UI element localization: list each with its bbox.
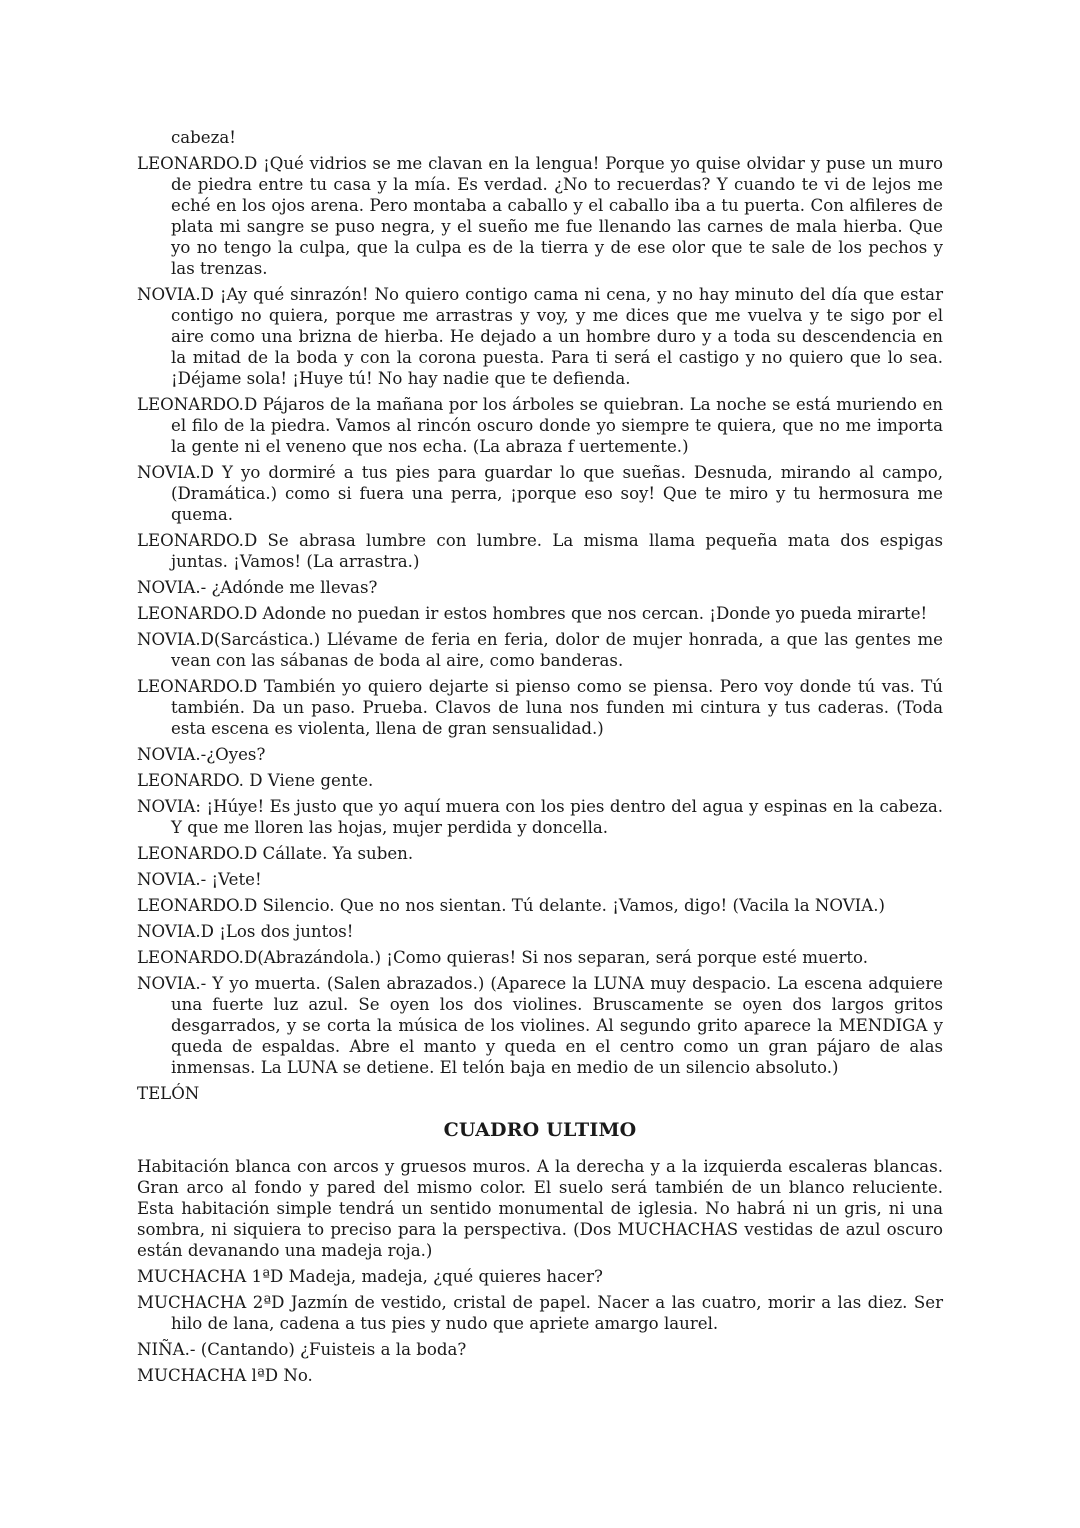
dialogue-line-muchacha-2: MUCHACHA 2ªD Jazmín de vestido, cristal de papel. Nacer a las cuatro, morir a las diez. Ser hilo de lana, cadena a tus pies y nudo que apriete amargo laurel.	[137, 1293, 943, 1333]
stage-direction: Habitación blanca con arcos y gruesos muros. A la derecha y a la izquierda escaleras blancas. Gran arco al fondo y pared del mismo color. El suelo será también de un blanco reluciente. Esta habitación simple tendrá un sentido monumental de iglesia. No habrá ni un gris, ni una sombra, ni siquiera to preciso para la perspectiva. (Dos MUCHACHAS vestidas de azul oscuro están devanando una madeja roja.)	[137, 1157, 943, 1260]
dialogue-line-leonardo: LEONARDO.D Se abrasa lumbre con lumbre. La misma llama pequeña mata dos espigas juntas. ¡Vamos! (La arrastra.)	[137, 531, 943, 571]
dialogue-line-leonardo: LEONARDO.D Silencio. Que no nos sientan. Tú delante. ¡Vamos, digo! (Vacila la NOVIA.)	[137, 896, 885, 915]
curtain-label: TELÓN	[137, 1084, 200, 1103]
dialogue-line-leonardo: LEONARDO.D Adonde no puedan ir estos hombres que nos cercan. ¡Donde yo pueda mirarte!	[137, 604, 928, 623]
document-page	[137, 127, 943, 1391]
dialogue-line-novia: NOVIA.- Y yo muerta. (Salen abrazados.) (Aparece la LUNA muy despacio. La escena adquiere una fuerte luz azul. Se oyen los dos violines. Bruscamente se oyen dos largos gritos desgarrados, y se corta la música de los violines. Al segundo grito aparece la MENDIGA y queda de espaldas. Abre el manto y queda en el centro como un gran pájaro de alas inmensas. La LUNA se detiene. El telón baja en medio de un silencio absoluto.)	[137, 974, 943, 1077]
dialogue-line-novia: NOVIA.- ¿Adónde me llevas?	[137, 578, 378, 597]
dialogue-line-nina: NIÑA.- (Cantando) ¿Fuisteis a la boda?	[137, 1340, 467, 1359]
dialogue-line-novia: NOVIA.D ¡Los dos juntos!	[137, 922, 354, 941]
dialogue-line-muchacha-1: MUCHACHA lªD No.	[137, 1366, 313, 1385]
dialogue-line-novia: NOVIA.D(Sarcástica.) Llévame de feria en feria, dolor de mujer honrada, a que las gentes me vean con las sábanas de boda al aire, como banderas.	[137, 630, 943, 670]
dialogue-line-novia: NOVIA: ¡Húye! Es justo que yo aquí muera con los pies dentro del agua y espinas en la cabeza. Y que me lloren las hojas, mujer perdida y doncella.	[137, 797, 943, 837]
dialogue-line-novia: NOVIA.D ¡Ay qué sinrazón! No quiero contigo cama ni cena, y no hay minuto del día que estar contigo no quiera, porque me arrastras y voy, y me dices que me vuelva y te sigo por el aire como una brizna de hierba. He dejado a un hombre duro y a toda su descendencia en la mitad de la boda y con la corona puesta. Para ti será el castigo y no quiero que lo sea. ¡Déjame sola! ¡Huye tú! No hay nadie que te defienda.	[137, 285, 943, 388]
dialogue-line-novia: NOVIA.-¿Oyes?	[137, 745, 266, 764]
dialogue-continuation: cabeza!	[171, 128, 236, 147]
dialogue-line-novia: NOVIA.- ¡Vete!	[137, 870, 262, 889]
dialogue-line-muchacha-1: MUCHACHA 1ªD Madeja, madeja, ¿qué quieres hacer?	[137, 1267, 603, 1286]
dialogue-line-leonardo: LEONARDO.D Cállate. Ya suben.	[137, 844, 414, 863]
dialogue-line-leonardo: LEONARDO.D Pájaros de la mañana por los árboles se quiebran. La noche se está muriendo en el filo de la piedra. Vamos al rincón oscuro donde yo siempre te quiera, que no me importa la gente ni el veneno que nos echa. (La abraza f uertemente.)	[137, 395, 943, 456]
section-heading: CUADRO ULTIMO	[443, 1119, 637, 1141]
dialogue-line-leonardo: LEONARDO. D Viene gente.	[137, 771, 374, 790]
dialogue-line-leonardo: LEONARDO.D ¡Qué vidrios se me clavan en la lengua! Porque yo quise olvidar y puse un muro de piedra entre tu casa y la mía. Es verdad. ¿No to recuerdas? Y cuando te vi de lejos me eché en los ojos arena. Pero montaba a caballo y el caballo iba a tu puerta. Con alfileres de plata mi sangre se puso negra, y el sueño me fue llenando las carnes de mala hierba. Que yo no tengo la culpa, que la culpa es de la tierra y de ese olor que te sale de los pechos y las trenzas.	[137, 154, 943, 278]
dialogue-line-leonardo: LEONARDO.D(Abrazándola.) ¡Como quieras! Si nos separan, será porque esté muerto.	[137, 948, 869, 967]
dialogue-line-novia: NOVIA.D Y yo dormiré a tus pies para guardar lo que sueñas. Desnuda, mirando al campo, (Dramática.) como si fuera una perra, ¡porque eso soy! Que te miro y tu hermosura me quema.	[137, 463, 943, 524]
dialogue-line-leonardo: LEONARDO.D También yo quiero dejarte si pienso como se piensa. Pero voy donde tú vas. Tú también. Da un paso. Prueba. Clavos de luna nos funden mi cintura y tus caderas. (Toda esta escena es violenta, llena de gran sensualidad.)	[137, 677, 943, 738]
